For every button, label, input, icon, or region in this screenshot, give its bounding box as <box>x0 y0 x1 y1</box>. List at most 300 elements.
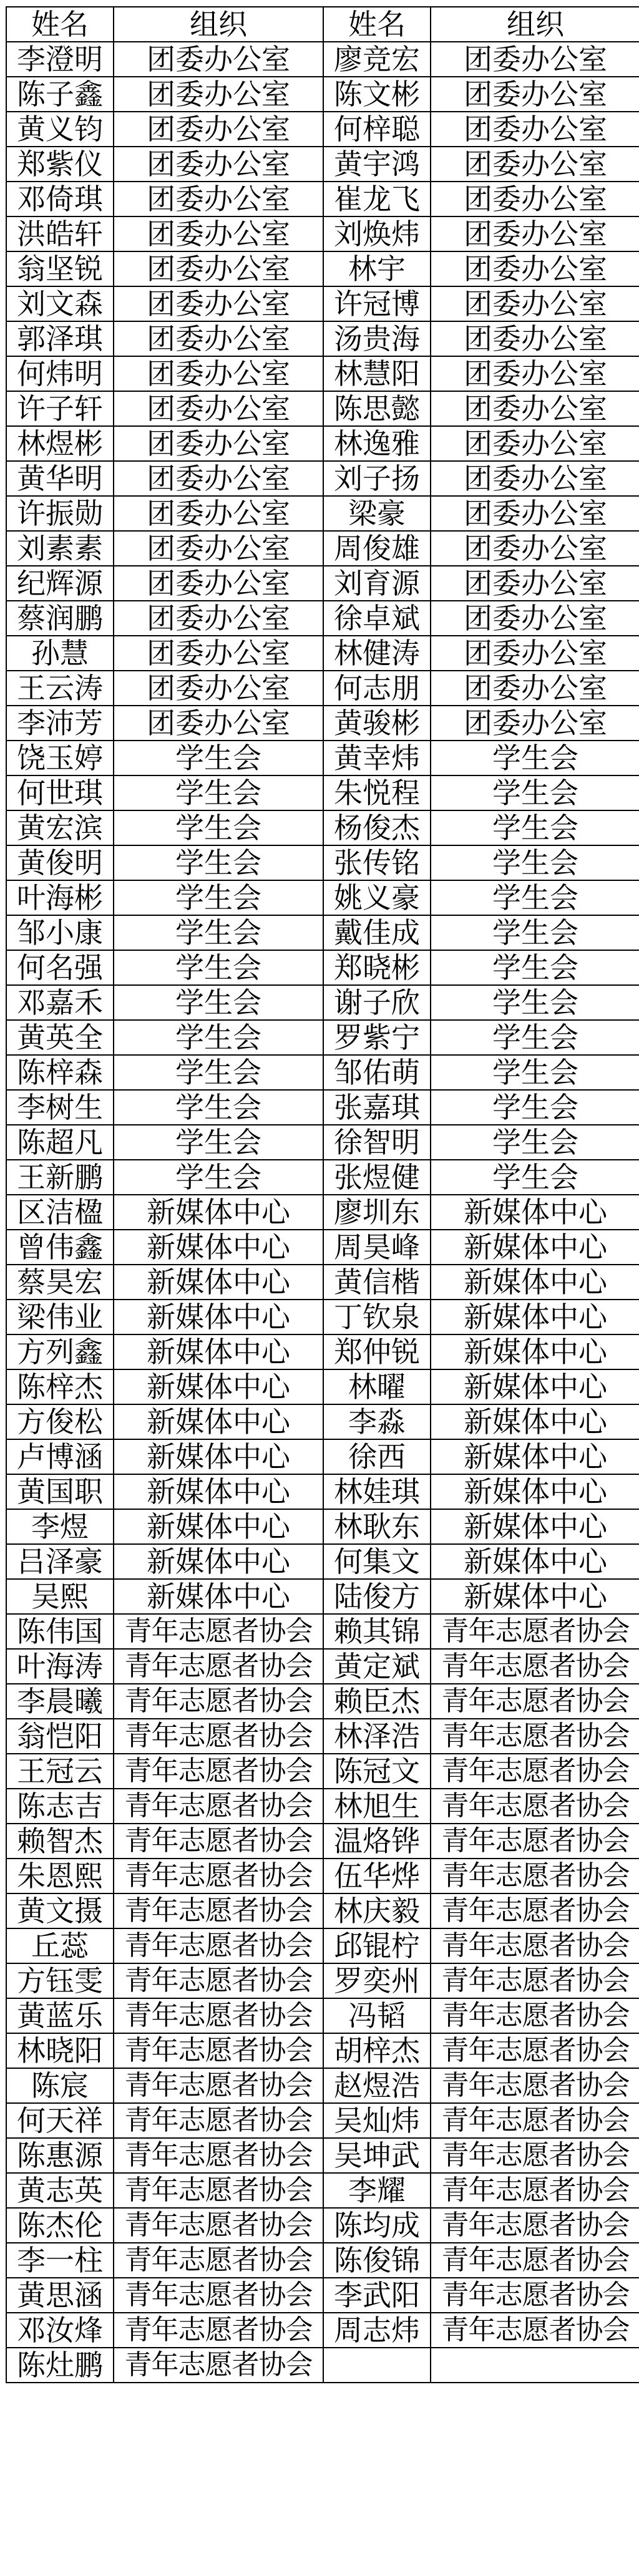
cell-org-right: 学生会 <box>431 775 639 810</box>
cell-name-right: 陈思懿 <box>323 391 431 426</box>
cell-name-left: 曾伟鑫 <box>6 1230 114 1265</box>
cell-org-left: 学生会 <box>114 880 323 915</box>
cell-org-right: 团委办公室 <box>431 182 639 216</box>
cell-name-left: 陈梓杰 <box>6 1369 114 1404</box>
cell-name-left: 陈超凡 <box>6 1125 114 1160</box>
cell-org-left: 青年志愿者协会 <box>114 1614 323 1649</box>
cell-org-right: 团委办公室 <box>431 216 639 251</box>
cell-org-left: 学生会 <box>114 950 323 985</box>
cell-org-right: 青年志愿者协会 <box>431 1928 639 1963</box>
cell-org-left: 青年志愿者协会 <box>114 2173 323 2208</box>
cell-name-left: 洪皓轩 <box>6 216 114 251</box>
cell-org-right: 青年志愿者协会 <box>431 2313 639 2348</box>
cell-name-left: 陈梓森 <box>6 1055 114 1090</box>
cell-name-right: 林慧阳 <box>323 356 431 391</box>
table-row <box>6 775 639 810</box>
cell-name-right: 黄信楷 <box>323 1265 431 1300</box>
cell-name-left: 邓汝烽 <box>6 2313 114 2348</box>
cell-name-left: 孙慧 <box>6 636 114 671</box>
cell-name-left: 李煜 <box>6 1509 114 1544</box>
cell-org-right: 青年志愿者协会 <box>431 1719 639 1754</box>
cell-org-right: 团委办公室 <box>431 426 639 461</box>
cell-name-left: 黄义钧 <box>6 112 114 147</box>
table-row <box>6 391 639 426</box>
cell-org-right: 团委办公室 <box>431 461 639 496</box>
header-row <box>6 7 639 42</box>
cell-name-right: 姚义豪 <box>323 880 431 915</box>
cell-name-left: 翁坚锐 <box>6 251 114 286</box>
cell-name-right: 林娃琪 <box>323 1474 431 1509</box>
cell-org-right <box>431 2348 639 2383</box>
cell-name-right: 吴坤武 <box>323 2138 431 2173</box>
table-row <box>6 2208 639 2243</box>
cell-org-left: 青年志愿者协会 <box>114 2103 323 2138</box>
table-row <box>6 1055 639 1090</box>
cell-org-left: 青年志愿者协会 <box>114 2033 323 2068</box>
cell-name-left: 郭泽琪 <box>6 321 114 356</box>
cell-name-right: 张传铭 <box>323 845 431 880</box>
cell-name-right: 温烙铧 <box>323 1824 431 1859</box>
cell-name-right: 胡梓杰 <box>323 2033 431 2068</box>
table-row <box>6 1509 639 1544</box>
cell-name-right: 吴灿炜 <box>323 2103 431 2138</box>
cell-org-right: 团委办公室 <box>431 391 639 426</box>
table-row <box>6 1195 639 1230</box>
cell-org-left: 团委办公室 <box>114 112 323 147</box>
cell-name-left: 何天祥 <box>6 2103 114 2138</box>
table-row <box>6 356 639 391</box>
table-row <box>6 1789 639 1824</box>
cell-org-left: 青年志愿者协会 <box>114 1649 323 1684</box>
cell-org-right: 青年志愿者协会 <box>431 2208 639 2243</box>
cell-name-left: 何名强 <box>6 950 114 985</box>
cell-name-left: 黄英全 <box>6 1020 114 1055</box>
cell-name-right: 何志朋 <box>323 671 431 706</box>
cell-name-right: 许冠博 <box>323 286 431 321</box>
cell-name-right: 汤贵海 <box>323 321 431 356</box>
cell-name-left: 吕泽豪 <box>6 1544 114 1579</box>
cell-name-left: 黄俊明 <box>6 845 114 880</box>
cell-org-right: 新媒体中心 <box>431 1230 639 1265</box>
cell-org-right: 团委办公室 <box>431 601 639 636</box>
table-row <box>6 182 639 216</box>
cell-org-right: 团委办公室 <box>431 531 639 566</box>
cell-org-right: 学生会 <box>431 845 639 880</box>
cell-name-right: 陆俊方 <box>323 1579 431 1614</box>
cell-org-left: 学生会 <box>114 1125 323 1160</box>
cell-name-left: 黄宏滨 <box>6 810 114 845</box>
header-org-left: 组织 <box>114 7 323 42</box>
cell-name-left: 刘素素 <box>6 531 114 566</box>
cell-name-right: 丁钦泉 <box>323 1300 431 1334</box>
cell-name-right: 林旭生 <box>323 1789 431 1824</box>
cell-org-right: 青年志愿者协会 <box>431 1614 639 1649</box>
cell-org-left: 学生会 <box>114 775 323 810</box>
cell-name-left: 陈杰伦 <box>6 2208 114 2243</box>
cell-name-right: 廖竞宏 <box>323 42 431 77</box>
cell-org-right: 青年志愿者协会 <box>431 1754 639 1789</box>
cell-org-left: 团委办公室 <box>114 251 323 286</box>
cell-org-right: 团委办公室 <box>431 496 639 531</box>
table-row <box>6 1859 639 1893</box>
cell-name-left: 陈子鑫 <box>6 77 114 112</box>
cell-org-left: 青年志愿者协会 <box>114 1684 323 1719</box>
cell-name-left: 林晓阳 <box>6 2033 114 2068</box>
table-row <box>6 251 639 286</box>
table-row <box>6 741 639 775</box>
cell-name-left: 王云涛 <box>6 671 114 706</box>
cell-org-right: 团委办公室 <box>431 356 639 391</box>
cell-name-right: 陈俊锦 <box>323 2243 431 2278</box>
table-row <box>6 1125 639 1160</box>
cell-org-right: 青年志愿者协会 <box>431 2138 639 2173</box>
cell-name-left: 邓倚琪 <box>6 182 114 216</box>
table-row <box>6 1579 639 1614</box>
cell-name-left: 蔡润鹏 <box>6 601 114 636</box>
table-row <box>6 1404 639 1439</box>
cell-org-left: 青年志愿者协会 <box>114 2138 323 2173</box>
cell-name-right: 罗奕州 <box>323 1963 431 1998</box>
cell-name-left: 方列鑫 <box>6 1334 114 1369</box>
cell-name-left: 王冠云 <box>6 1754 114 1789</box>
cell-org-right: 新媒体中心 <box>431 1195 639 1230</box>
cell-name-left: 黄国职 <box>6 1474 114 1509</box>
cell-org-right: 学生会 <box>431 741 639 775</box>
cell-name-left: 黄志英 <box>6 2173 114 2208</box>
table-row <box>6 1300 639 1334</box>
cell-org-left: 团委办公室 <box>114 426 323 461</box>
cell-org-right: 学生会 <box>431 880 639 915</box>
table-row <box>6 2173 639 2208</box>
table-row <box>6 1893 639 1928</box>
table-row <box>6 42 639 77</box>
cell-org-right: 学生会 <box>431 810 639 845</box>
table-row <box>6 636 639 671</box>
cell-name-left: 蔡昊宏 <box>6 1265 114 1300</box>
cell-org-left: 新媒体中心 <box>114 1300 323 1334</box>
cell-org-right: 新媒体中心 <box>431 1369 639 1404</box>
cell-name-right: 梁豪 <box>323 496 431 531</box>
cell-org-right: 学生会 <box>431 1090 639 1125</box>
table-row <box>6 1998 639 2033</box>
cell-name-right: 戴佳成 <box>323 915 431 950</box>
cell-org-right: 团委办公室 <box>431 112 639 147</box>
table-row <box>6 147 639 182</box>
cell-name-left: 黄文摄 <box>6 1893 114 1928</box>
table-body <box>6 42 639 2383</box>
cell-org-left: 学生会 <box>114 1055 323 1090</box>
cell-org-left: 新媒体中心 <box>114 1579 323 1614</box>
table-header <box>6 7 639 42</box>
cell-org-left: 团委办公室 <box>114 496 323 531</box>
cell-org-left: 学生会 <box>114 845 323 880</box>
cell-name-right: 陈文彬 <box>323 77 431 112</box>
cell-name-right: 周志炜 <box>323 2313 431 2348</box>
cell-org-right: 青年志愿者协会 <box>431 1824 639 1859</box>
cell-name-right: 郑晓彬 <box>323 950 431 985</box>
cell-name-left: 吴熙 <box>6 1579 114 1614</box>
header-name-left: 姓名 <box>6 7 114 42</box>
table-row <box>6 1614 639 1649</box>
cell-name-right: 黄骏彬 <box>323 706 431 741</box>
table-row <box>6 321 639 356</box>
cell-name-left: 李树生 <box>6 1090 114 1125</box>
cell-name-left: 王新鹏 <box>6 1160 114 1195</box>
table-row <box>6 845 639 880</box>
cell-name-right: 赖其锦 <box>323 1614 431 1649</box>
cell-org-left: 青年志愿者协会 <box>114 2208 323 2243</box>
cell-org-left: 团委办公室 <box>114 531 323 566</box>
cell-name-left: 李晨曦 <box>6 1684 114 1719</box>
cell-name-right: 林逸雅 <box>323 426 431 461</box>
cell-org-left: 青年志愿者协会 <box>114 2278 323 2313</box>
cell-org-left: 青年志愿者协会 <box>114 1893 323 1928</box>
table-row <box>6 2138 639 2173</box>
cell-org-left: 团委办公室 <box>114 147 323 182</box>
cell-name-right: 邹佑萌 <box>323 1055 431 1090</box>
table-row <box>6 566 639 601</box>
table-row <box>6 671 639 706</box>
cell-org-left: 新媒体中心 <box>114 1544 323 1579</box>
cell-name-left: 陈灶鹏 <box>6 2348 114 2383</box>
cell-org-left: 学生会 <box>114 1090 323 1125</box>
cell-org-left: 青年志愿者协会 <box>114 1859 323 1893</box>
cell-name-left: 赖智杰 <box>6 1824 114 1859</box>
cell-org-left: 团委办公室 <box>114 461 323 496</box>
cell-org-left: 青年志愿者协会 <box>114 1824 323 1859</box>
cell-name-right: 赖臣杰 <box>323 1684 431 1719</box>
cell-org-left: 团委办公室 <box>114 216 323 251</box>
cell-name-left: 郑紫仪 <box>6 147 114 182</box>
cell-name-right: 何梓聪 <box>323 112 431 147</box>
cell-name-right: 林庆毅 <box>323 1893 431 1928</box>
cell-name-left: 方俊松 <box>6 1404 114 1439</box>
table-row <box>6 496 639 531</box>
cell-name-right: 廖圳东 <box>323 1195 431 1230</box>
cell-org-right: 新媒体中心 <box>431 1509 639 1544</box>
table-row <box>6 1684 639 1719</box>
cell-org-right: 新媒体中心 <box>431 1474 639 1509</box>
cell-name-right: 周昊峰 <box>323 1230 431 1265</box>
cell-name-right: 杨俊杰 <box>323 810 431 845</box>
table-row <box>6 1544 639 1579</box>
table-row <box>6 1719 639 1754</box>
cell-org-right: 团委办公室 <box>431 321 639 356</box>
cell-org-right: 青年志愿者协会 <box>431 2033 639 2068</box>
cell-name-left: 李澄明 <box>6 42 114 77</box>
cell-name-right: 林泽浩 <box>323 1719 431 1754</box>
cell-org-left: 青年志愿者协会 <box>114 1754 323 1789</box>
cell-org-left: 新媒体中心 <box>114 1265 323 1300</box>
cell-name-left: 陈伟国 <box>6 1614 114 1649</box>
cell-org-left: 新媒体中心 <box>114 1195 323 1230</box>
cell-org-left: 学生会 <box>114 985 323 1020</box>
cell-org-right: 团委办公室 <box>431 566 639 601</box>
table-row <box>6 880 639 915</box>
cell-org-left: 青年志愿者协会 <box>114 1719 323 1754</box>
cell-org-right: 新媒体中心 <box>431 1265 639 1300</box>
cell-org-right: 团委办公室 <box>431 147 639 182</box>
cell-org-left: 青年志愿者协会 <box>114 2348 323 2383</box>
cell-name-right: 赵煜浩 <box>323 2068 431 2103</box>
cell-name-right: 李耀 <box>323 2173 431 2208</box>
cell-org-right: 青年志愿者协会 <box>431 1963 639 1998</box>
cell-name-right: 朱悦程 <box>323 775 431 810</box>
cell-org-left: 团委办公室 <box>114 356 323 391</box>
table-row <box>6 461 639 496</box>
cell-org-right: 青年志愿者协会 <box>431 1684 639 1719</box>
header-name-right: 姓名 <box>323 7 431 42</box>
cell-org-right: 青年志愿者协会 <box>431 1789 639 1824</box>
cell-org-right: 团委办公室 <box>431 251 639 286</box>
cell-name-left: 纪辉源 <box>6 566 114 601</box>
cell-name-left: 邹小康 <box>6 915 114 950</box>
cell-org-right: 新媒体中心 <box>431 1300 639 1334</box>
cell-org-left: 青年志愿者协会 <box>114 1998 323 2033</box>
cell-org-left: 新媒体中心 <box>114 1439 323 1474</box>
cell-org-right: 青年志愿者协会 <box>431 1649 639 1684</box>
cell-org-left: 新媒体中心 <box>114 1334 323 1369</box>
cell-name-left: 方钰雯 <box>6 1963 114 1998</box>
cell-name-right: 谢子欣 <box>323 985 431 1020</box>
cell-name-left: 林煜彬 <box>6 426 114 461</box>
table-row <box>6 2348 639 2383</box>
cell-name-right: 李淼 <box>323 1404 431 1439</box>
cell-org-left: 团委办公室 <box>114 706 323 741</box>
cell-org-right: 新媒体中心 <box>431 1544 639 1579</box>
cell-name-left: 刘文森 <box>6 286 114 321</box>
table-row <box>6 985 639 1020</box>
cell-name-right: 林曜 <box>323 1369 431 1404</box>
cell-name-right: 刘子扬 <box>323 461 431 496</box>
cell-name-right: 刘育源 <box>323 566 431 601</box>
table-row <box>6 426 639 461</box>
cell-name-right <box>323 2348 431 2383</box>
cell-org-right: 学生会 <box>431 985 639 1020</box>
cell-org-left: 团委办公室 <box>114 566 323 601</box>
cell-org-right: 新媒体中心 <box>431 1334 639 1369</box>
table-row <box>6 601 639 636</box>
cell-name-right: 李武阳 <box>323 2278 431 2313</box>
cell-org-left: 新媒体中心 <box>114 1474 323 1509</box>
cell-name-right: 郑仲锐 <box>323 1334 431 1369</box>
cell-name-right: 林耿东 <box>323 1509 431 1544</box>
cell-name-left: 梁伟业 <box>6 1300 114 1334</box>
cell-org-left: 学生会 <box>114 810 323 845</box>
cell-org-right: 团委办公室 <box>431 706 639 741</box>
table-row <box>6 2103 639 2138</box>
cell-name-right: 刘焕炜 <box>323 216 431 251</box>
cell-org-left: 学生会 <box>114 915 323 950</box>
cell-name-left: 邓嘉禾 <box>6 985 114 1020</box>
cell-name-left: 叶海涛 <box>6 1649 114 1684</box>
cell-name-right: 伍华烨 <box>323 1859 431 1893</box>
cell-org-left: 学生会 <box>114 1020 323 1055</box>
cell-name-right: 林健涛 <box>323 636 431 671</box>
cell-org-left: 新媒体中心 <box>114 1230 323 1265</box>
table-row <box>6 1439 639 1474</box>
cell-org-left: 新媒体中心 <box>114 1369 323 1404</box>
cell-org-right: 青年志愿者协会 <box>431 2243 639 2278</box>
cell-org-left: 团委办公室 <box>114 42 323 77</box>
cell-org-left: 青年志愿者协会 <box>114 2068 323 2103</box>
table-row <box>6 2243 639 2278</box>
table-row <box>6 915 639 950</box>
cell-name-left: 黄蓝乐 <box>6 1998 114 2033</box>
table-row <box>6 1649 639 1684</box>
cell-name-left: 何世琪 <box>6 775 114 810</box>
cell-org-left: 青年志愿者协会 <box>114 1963 323 1998</box>
table-row <box>6 286 639 321</box>
table-row <box>6 531 639 566</box>
cell-org-left: 青年志愿者协会 <box>114 1789 323 1824</box>
cell-name-right: 崔龙飞 <box>323 182 431 216</box>
table-row <box>6 1160 639 1195</box>
cell-name-right: 张嘉琪 <box>323 1090 431 1125</box>
cell-name-right: 徐卓斌 <box>323 601 431 636</box>
cell-name-left: 许振勋 <box>6 496 114 531</box>
table-row <box>6 2313 639 2348</box>
cell-name-right: 张煜健 <box>323 1160 431 1195</box>
table-row <box>6 1230 639 1265</box>
cell-org-left: 团委办公室 <box>114 391 323 426</box>
cell-org-right: 青年志愿者协会 <box>431 1859 639 1893</box>
cell-name-left: 李一柱 <box>6 2243 114 2278</box>
cell-org-left: 团委办公室 <box>114 671 323 706</box>
roster-table <box>6 6 639 2383</box>
cell-org-right: 新媒体中心 <box>431 1439 639 1474</box>
table-row <box>6 1754 639 1789</box>
table-row <box>6 1824 639 1859</box>
cell-org-left: 团委办公室 <box>114 601 323 636</box>
cell-org-left: 青年志愿者协会 <box>114 2313 323 2348</box>
table-row <box>6 810 639 845</box>
cell-org-right: 学生会 <box>431 1055 639 1090</box>
table-row <box>6 950 639 985</box>
cell-org-left: 青年志愿者协会 <box>114 1928 323 1963</box>
cell-name-right: 周俊雄 <box>323 531 431 566</box>
cell-name-right: 陈均成 <box>323 2208 431 2243</box>
cell-name-left: 陈惠源 <box>6 2138 114 2173</box>
cell-org-right: 青年志愿者协会 <box>431 1998 639 2033</box>
cell-org-left: 团委办公室 <box>114 77 323 112</box>
cell-org-right: 青年志愿者协会 <box>431 2278 639 2313</box>
table-row <box>6 2278 639 2313</box>
table-row <box>6 706 639 741</box>
header-org-right: 组织 <box>431 7 639 42</box>
cell-name-right: 邱锟柠 <box>323 1928 431 1963</box>
cell-org-right: 学生会 <box>431 1125 639 1160</box>
cell-name-left: 何炜明 <box>6 356 114 391</box>
cell-name-left: 区洁楹 <box>6 1195 114 1230</box>
cell-org-right: 青年志愿者协会 <box>431 2068 639 2103</box>
cell-org-right: 青年志愿者协会 <box>431 2103 639 2138</box>
cell-name-right: 罗紫宁 <box>323 1020 431 1055</box>
cell-name-left: 饶玉婷 <box>6 741 114 775</box>
cell-org-right: 新媒体中心 <box>431 1579 639 1614</box>
cell-org-right: 团委办公室 <box>431 636 639 671</box>
table-row <box>6 1963 639 1998</box>
cell-org-left: 新媒体中心 <box>114 1404 323 1439</box>
cell-name-left: 卢博涵 <box>6 1439 114 1474</box>
cell-name-left: 黄华明 <box>6 461 114 496</box>
cell-name-left: 黄思涵 <box>6 2278 114 2313</box>
cell-name-left: 陈志吉 <box>6 1789 114 1824</box>
table-row <box>6 1474 639 1509</box>
cell-org-left: 团委办公室 <box>114 636 323 671</box>
cell-name-left: 朱恩熙 <box>6 1859 114 1893</box>
table-row <box>6 1369 639 1404</box>
